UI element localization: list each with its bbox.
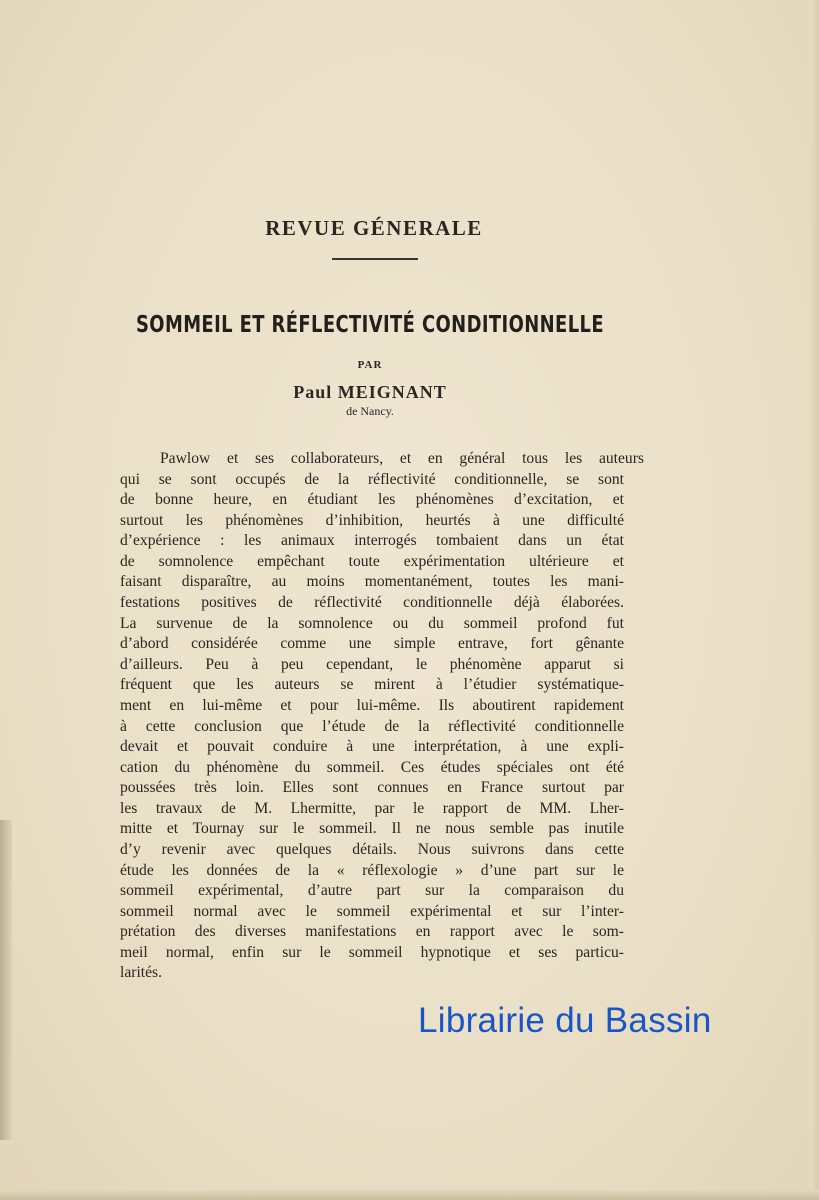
text-line: les travaux de M. Lhermitte, par le rapport de MM. Lher- (120, 799, 624, 817)
text-line: faisant disparaître, au moins momentanément, toutes les mani- (120, 573, 624, 591)
text-line: mitte et Tournay sur le sommeil. Il ne nous semble pas inutile (120, 820, 624, 838)
text-line: étude les données de la « réflexologie » d’une part sur le (120, 861, 624, 879)
text-line: festations positives de réflectivité conditionnelle déjà élaborées. (120, 594, 624, 612)
page-edge-left (0, 820, 12, 1140)
text-line: d’y revenir avec quelques détails. Nous suivrons dans cette (120, 840, 624, 858)
text-line: ment en lui-même et pour lui-même. Ils aboutirent rapidement (120, 696, 624, 714)
text-line: prétation des diverses manifestations en rapport avec le som- (120, 923, 624, 941)
text-line: fréquent que les auteurs se mirent à l’étudier systématique- (120, 676, 624, 694)
text-line: à cette conclusion que l’étude de la réflectivité conditionnelle (120, 717, 624, 735)
text-line: larités. (120, 964, 162, 982)
author-affiliation: de Nancy. (346, 404, 394, 418)
text-line: sommeil expérimental, d’autre part sur la comparaison du (120, 882, 624, 900)
page-edge-bottom (0, 1190, 819, 1200)
text-line: d’ailleurs. Peu à peu cependant, le phénomène apparut si (120, 655, 624, 673)
text-line: de somnolence empêchant toute expérimentation ultérieure et (120, 552, 624, 570)
text-line: devait et pouvait conduire à une interprétation, à une expli- (120, 738, 624, 756)
title-divider (332, 258, 418, 260)
text-line: La survenue de la somnolence ou du sommeil profond fut (120, 614, 624, 632)
body-paragraph (120, 449, 644, 984)
page-edge-right (809, 0, 819, 1200)
text-line: sommeil normal avec le sommeil expérimental et sur l’inter- (120, 902, 624, 920)
watermark-text: Librairie du Bassin (418, 1001, 712, 1040)
article-title: SOMMEIL ET RÉFLECTIVITÉ CONDITIONNELLE (136, 312, 604, 338)
byline-par: PAR (357, 359, 383, 371)
text-line: surtout les phénomènes d’inhibition, heurtés à une difficulté (120, 511, 624, 529)
text-line: poussées très loin. Elles sont connues en France surtout par (120, 779, 624, 797)
section-title: REVUE GÉNERALE (265, 216, 483, 240)
text-line: d’expérience : les animaux interrogés tombaient dans un état (120, 532, 624, 550)
text-line: meil normal, enfin sur le sommeil hypnotique et ses particu- (120, 943, 624, 961)
author-name: Paul MEIGNANT (293, 382, 447, 402)
text-line: qui se sont occupés de la réflectivité conditionnelle, se sont (120, 470, 624, 488)
text-line: cation du phénomène du sommeil. Ces études spéciales ont été (120, 758, 624, 776)
text-line: Pawlow et ses collaborateurs, et en général tous les auteurs (160, 450, 644, 467)
text-line: de bonne heure, en étudiant les phénomènes d’excitation, et (120, 491, 624, 509)
text-line: d’abord considérée comme une simple entrave, fort gênante (120, 635, 624, 653)
